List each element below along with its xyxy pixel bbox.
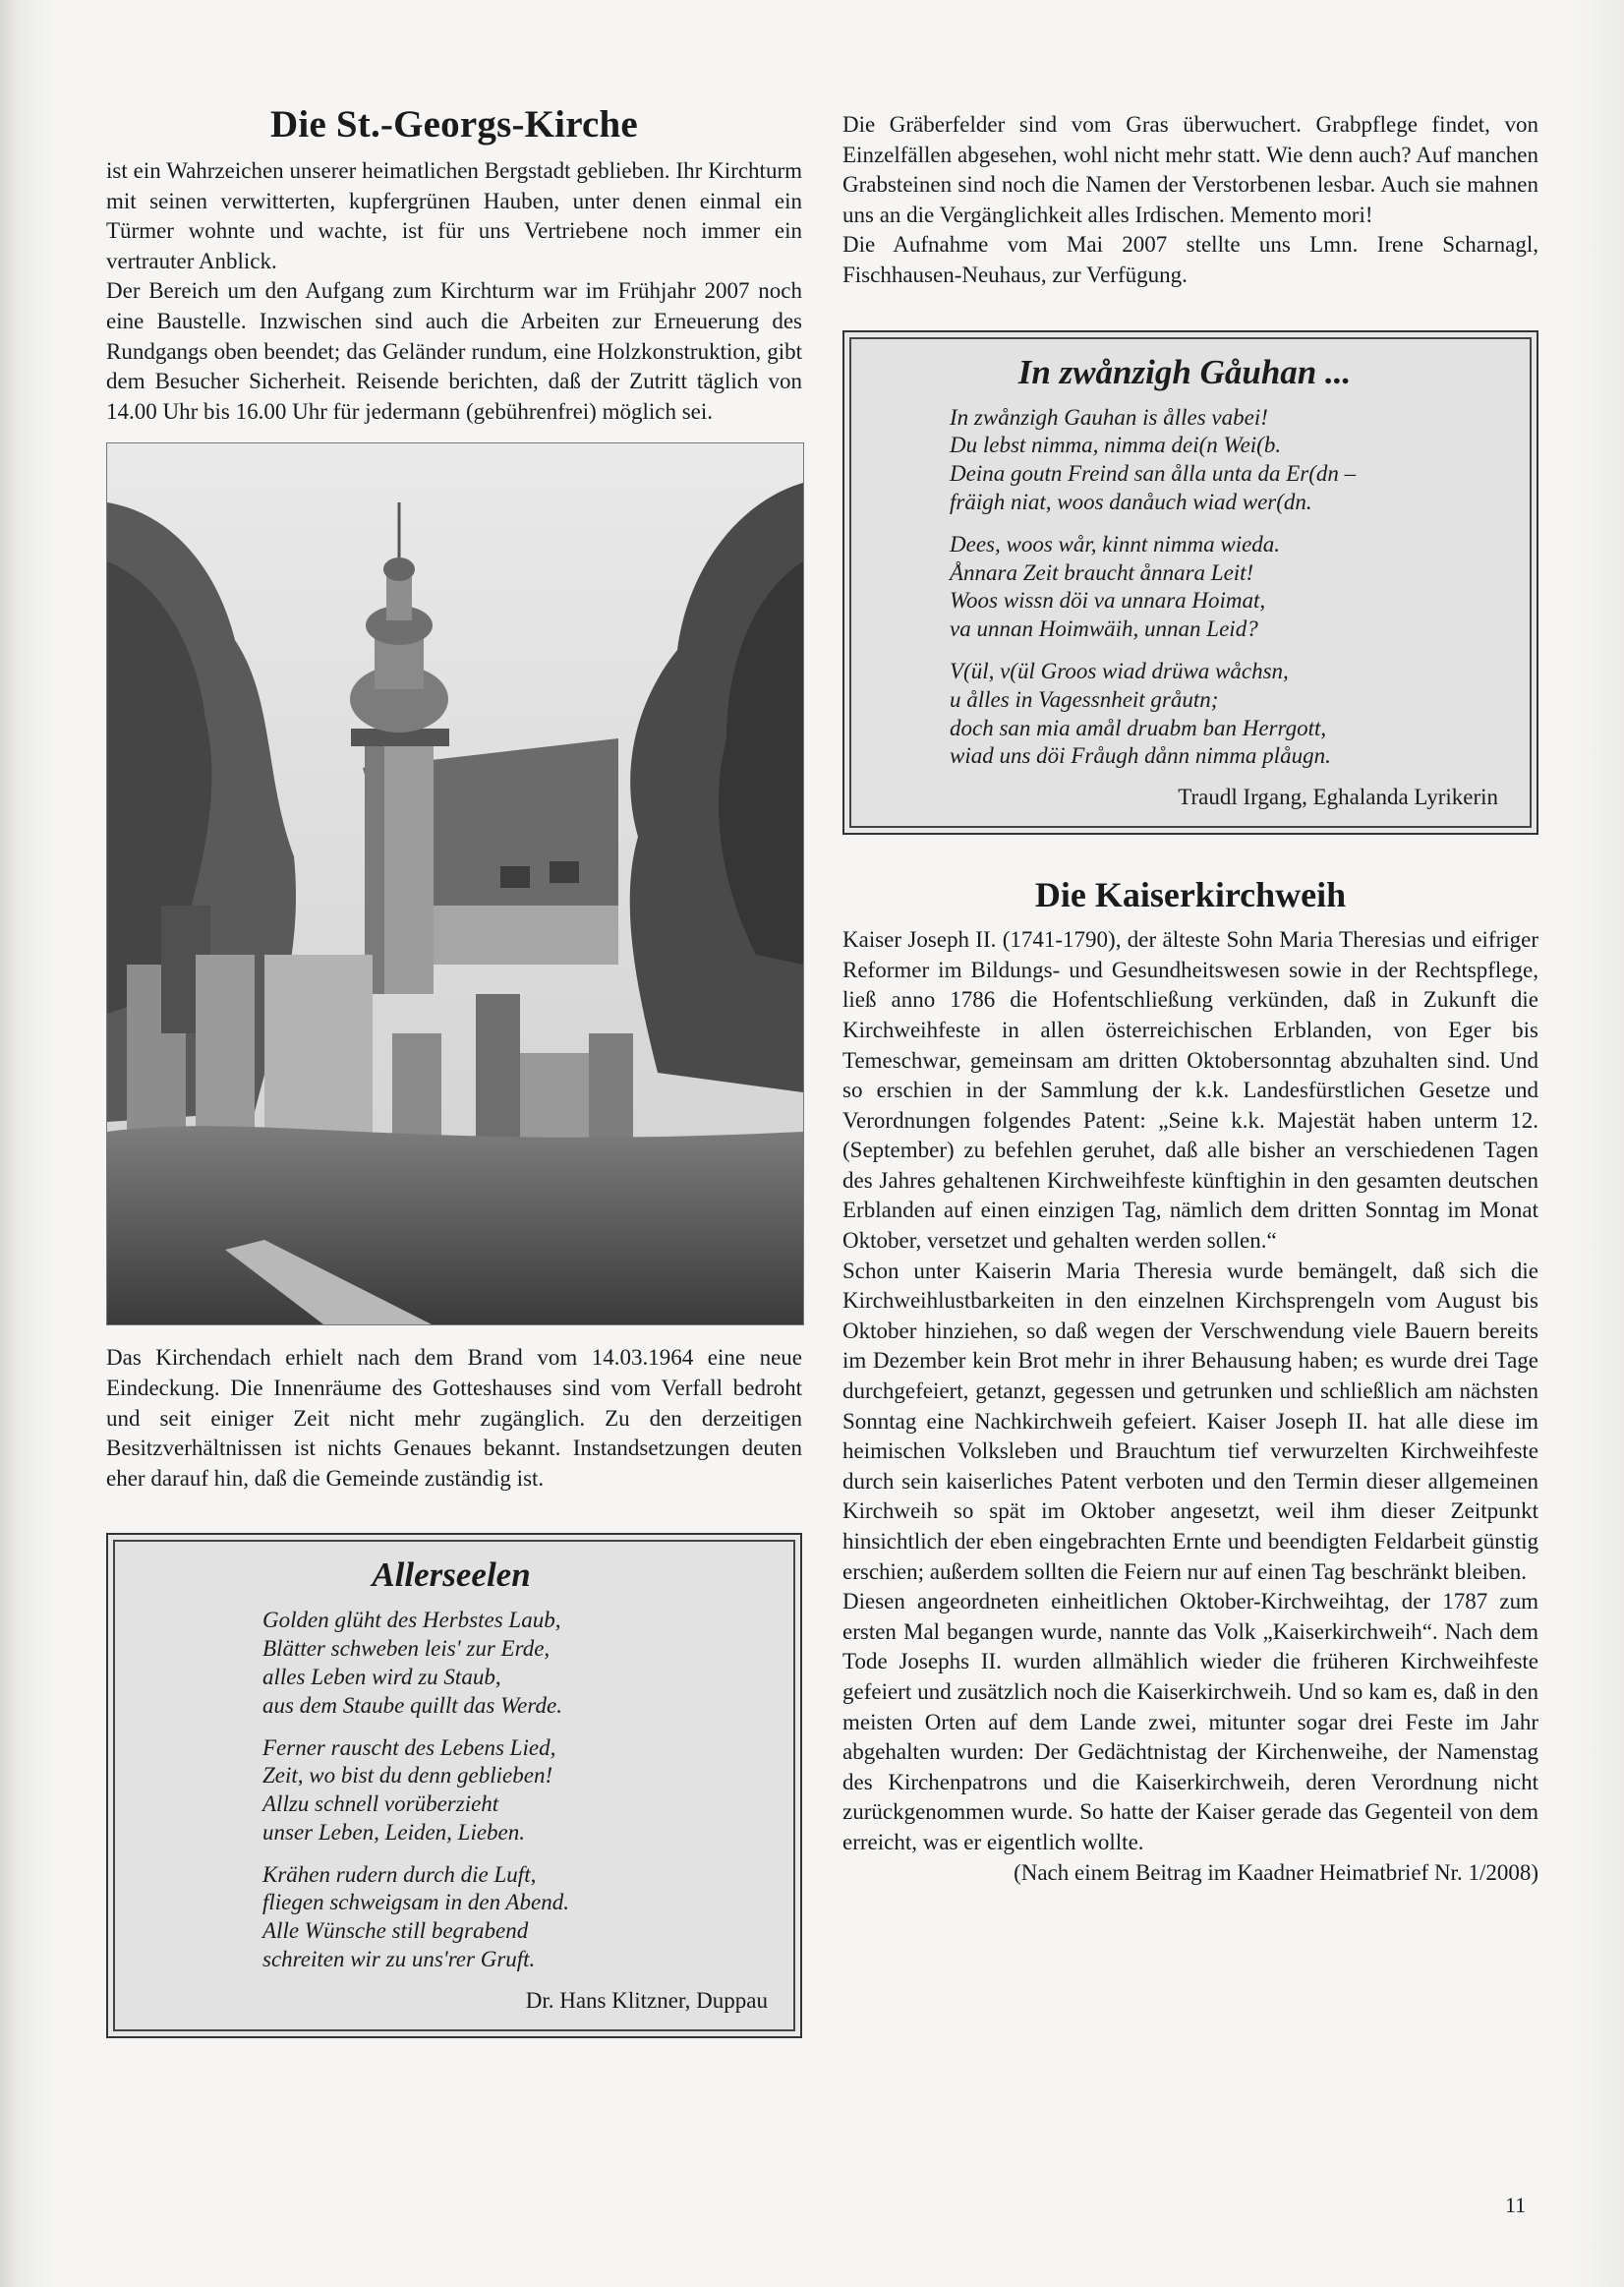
article-title-kaiserkirchweih: Die Kaiserkirchweih bbox=[1034, 875, 1347, 915]
poem-stanza bbox=[950, 658, 1498, 771]
paragraph-graves: Die Gräberfelder sind vom Gras überwuchert. Grabpflege findet, von Einzelfällen abgesehen, wohl nicht mehr statt. Wie denn auch? Auf manchen Grabsteinen sind noch die Namen der Verstorbenen lesbar. Auch sie mahnen uns an die Vergänglichkeit alles Irdischen. Memento mori! bbox=[842, 112, 1538, 227]
poem-line: Golden glüht des Herbstes Laub, bbox=[262, 1608, 561, 1633]
poem-line: aus dem Staube quillt das Werde. bbox=[262, 1692, 562, 1718]
page-number: 11 bbox=[1505, 2193, 1527, 2217]
article-title-st-georgs: Die St.-Georgs-Kirche bbox=[270, 103, 638, 146]
poem-title-zwanzigh: In zwånzigh Gåuhan ... bbox=[1017, 352, 1352, 391]
poem-line: Dees, woos wår, kinnt nimma wieda. bbox=[950, 531, 1281, 557]
poem-line: Du lebst nimma, nimma dei(n Wei(b. bbox=[950, 433, 1282, 458]
poem-box-zwanzigh bbox=[842, 330, 1538, 836]
poem-line: va unnan Hoimwäih, unnan Leid? bbox=[950, 616, 1258, 642]
poem-line: Allzu schnell vorüberzieht bbox=[262, 1791, 499, 1817]
poem-line: In zwånzigh Gauhan is ålles vabei! bbox=[950, 404, 1268, 430]
paragraph-kaiser-3: Diesen angeordneten einheitlichen Oktober-Kirchweihtag, der 1787 zum ersten Mal begangen wurde, nannte das Volk „Kaiserkirchweih“. Nach dem Tode Josephs II. wurden allmählich wieder die früheren Kirchweihfeste gefeiert und zusätzlich noch die Kaiserkirchweih. Und so kam es, daß in den meisten Orten auf dem Lande zwei, mitunter sogar drei Feste im Jahr abgehalten wurden: Der Gedächtnistag der Kirchenweihe, der Namenstag des Kirchenpatrons und die Kaiserkirchweih, deren Verordnung nicht zurückgenommen wurde. So hatte der Kaiser gerade das Gegenteil von dem erreicht, was er eigentlich wollte. bbox=[842, 1589, 1538, 1854]
paragraph-roof: Das Kirchendach erhielt nach dem Brand vom 14.03.1964 eine neue Eindeckung. Die Innenräume des Gotteshauses sind vom Verfall bedroht und seit einiger Zeit nicht mehr zugänglich. Zu den derzeitigen Besitzverhältnissen ist nichts Genaues bekannt. Instandsetzungen deuten eher darauf hin, daß die Gemeinde zuständig ist. bbox=[106, 1345, 802, 1491]
poem-line: Zeit, wo bist du denn geblieben! bbox=[262, 1763, 553, 1789]
poem-stanza bbox=[262, 1861, 768, 1974]
poem-line: wiad uns döi Fråugh dånn nimma plåugn. bbox=[950, 743, 1331, 769]
poem-author-klitzner: Dr. Hans Klitzner, Duppau bbox=[525, 1987, 768, 2013]
poem-inner-allerseelen bbox=[113, 1540, 795, 2031]
church-photo-illustration bbox=[107, 443, 803, 1324]
poem-stanza bbox=[262, 1607, 768, 1720]
poem-inner-zwanzigh bbox=[849, 337, 1532, 829]
paragraph-photo-credit: Die Aufnahme vom Mai 2007 stellte uns Lmn. Irene Scharnagl, Fischhausen-Neuhaus, zur Verfügung. bbox=[842, 232, 1538, 287]
poem-line: u ålles in Vagessnheit gråutn; bbox=[950, 686, 1219, 712]
church-photo bbox=[106, 442, 804, 1325]
poem-line: Ånnara Zeit braucht ånnara Leit! bbox=[950, 559, 1254, 585]
poem-title-allerseelen: Allerseelen bbox=[372, 1555, 531, 1595]
paragraph-kaiser-2: Schon unter Kaiserin Maria Theresia wurde bemängelt, daß sich die Kirchweihlustbarkeiten in den einzelnen Kirchsprengeln vom August bis Oktober hinziehen, so daß wegen der Verschwendung viele Bauern bereits im Dezember kein Brot mehr in ihrer Behausung haben; es wurde drei Tage durchgefeiert, getanzt, gegessen und getrunken und schließlich am nächsten Sonntag eine Nachkirchweih gefeiert. Kaiser Joseph II. hat alle diese im heimischen Volksleben und Brauchtum tief verwurzelten Kirchweihfeste durch sein kaiserliches Patent verboten und den Termin dieser allgemeinen Kirchweih so spät im Oktober angesetzt, weil ihm dieser Zeitpunkt hinsichtlich der eben eingebrachten Ernte und beendigten Feldarbeit günstig erschien; außerdem sollten die Feiern nur auf einen Tag beschränkt bleiben. bbox=[842, 1258, 1538, 1584]
poem-line: Deina goutn Freind san ålla unta da Er(dn – bbox=[950, 461, 1357, 487]
poem-line: fräigh niat, woos danåuch wiad wer(dn. bbox=[950, 489, 1312, 514]
paragraph-intro: ist ein Wahrzeichen unserer heimatlichen Bergstadt geblieben. Ihr Kirchturm mit seinen verwitterten, kupfergrünen Hauben, unter denen einmal ein Türmer wohnte und wachte, ist für uns Vertriebene noch immer ein vertrauter Anblick. bbox=[106, 158, 802, 273]
left-column bbox=[106, 102, 802, 2038]
poem-line: V(ül, v(ül Groos wiad drüwa wåchsn, bbox=[950, 658, 1289, 683]
poem-line: doch san mia amål druabm ban Herrgott, bbox=[950, 715, 1327, 740]
poem-line: alles Leben wird zu Staub, bbox=[262, 1664, 501, 1689]
right-column bbox=[842, 110, 1538, 1888]
poem-line: Woos wissn döi va unnara Hoimat, bbox=[950, 588, 1266, 614]
source-note: (Nach einem Beitrag im Kaadner Heimatbrief Nr. 1/2008) bbox=[1014, 1859, 1538, 1885]
poem-stanza bbox=[262, 1734, 768, 1847]
poem-line: Blätter schweben leis' zur Erde, bbox=[262, 1636, 551, 1662]
poem-line: Krähen rudern durch die Luft, bbox=[262, 1861, 537, 1887]
paragraph-kaiser-1: Kaiser Joseph II. (1741-1790), der älteste Sohn Maria Theresias und eifriger Reformer im Bildungs- und Gesundheitswesen sowie in der Rechtspflege, ließ anno 1786 die Hofentschließung verkünden, daß in Zukunft die Kirchweihfeste in allen österreichischen Erblanden, von Eger bis Temeschwar, gemeinsam am dritten Oktobersonntag abzuhalten sind. Und so erschien in der Sammlung der k.k. Landesfürstlichen Gesetze und Verordnungen folgendes Patent: „Seine k.k. Majestät haben unterm 12. (September) zu befehlen geruhet, daß alle bisher an verschiedenen Tagen des Jahres gehaltenen Kirchweihfeste künftighin in den gesamten deutschen Erblanden auf einen einzigen Tag, nämlich dem dritten Sonntag im Monat Oktober, versetzet und gehalten werden sollen.“ bbox=[842, 927, 1538, 1254]
poem-line: schreiten wir zu uns'rer Gruft. bbox=[262, 1947, 536, 1972]
poem-line: fliegen schweigsam in den Abend. bbox=[262, 1890, 569, 1915]
poem-box-allerseelen bbox=[106, 1533, 802, 2038]
poem-stanza bbox=[950, 404, 1498, 517]
poem-author-irgang: Traudl Irgang, Eghalanda Lyrikerin bbox=[1178, 785, 1498, 810]
poem-line: unser Leben, Leiden, Lieben. bbox=[262, 1819, 526, 1845]
poem-line: Alle Wünsche still begrabend bbox=[262, 1918, 529, 1944]
paragraph-construction: Der Bereich um den Aufgang zum Kirchturm war im Frühjahr 2007 noch eine Baustelle. Inzwischen sind auch die Arbeiten zur Erneuerung des Rundgangs oben beendet; das Geländer rundum, eine Holzkonstruktion, gibt dem Besucher Sicherheit. Reisende berichten, daß der Zutritt täglich von 14.00 Uhr bis 16.00 Uhr für jedermann (gebührenfrei) möglich sei. bbox=[106, 278, 802, 424]
poem-stanza bbox=[950, 531, 1498, 644]
poem-line: Ferner rauscht des Lebens Lied, bbox=[262, 1734, 556, 1760]
